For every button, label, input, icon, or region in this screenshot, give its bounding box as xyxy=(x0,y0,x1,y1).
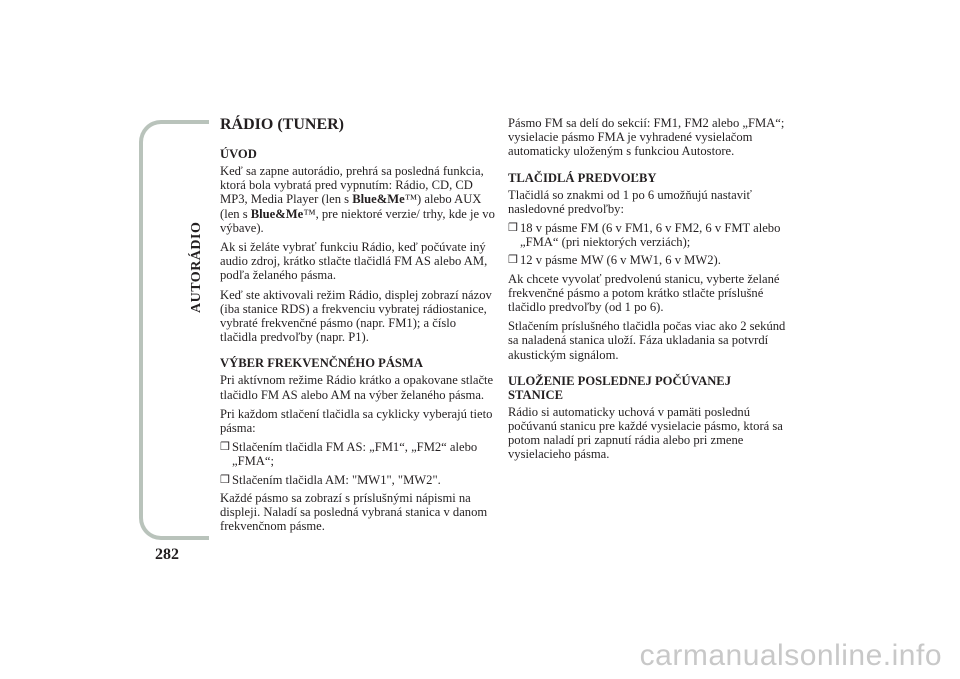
section-side-label: AUTORÁDIO xyxy=(189,221,204,313)
presets-paragraph-2: Ak chcete vyvolať predvolenú stanicu, vyberte želané frekvenčné pásmo a potom krátko stlačte príslušné tlačidlo predvoľby (od 1 po 6). xyxy=(508,271,780,315)
band-paragraph-3: Každé pásmo sa zobrazí s príslušnými nápismi na displeji. Naladí sa posledná vybraná stanica v danom frekvenčnom pásme. xyxy=(220,490,488,534)
page-title: RÁDIO (TUNER) xyxy=(220,116,344,133)
band-bullet-fm: ❒ Stlačením tlačidla FM AS: „FM1“, „FM2“ alebo „FMA“; xyxy=(220,440,478,469)
band-paragraph-1: Pri aktívnom režime Rádio krátko a opakovane stlačte tlačidlo FM AS alebo AM na výber želaného pásma. xyxy=(220,373,494,402)
checkbox-bullet-icon: ❒ xyxy=(220,441,230,454)
band-bullet-am: ❒ Stlačením tlačidla AM: "MW1", "MW2". xyxy=(220,472,441,487)
presets-paragraph-1: Tlačidlá so znakmi od 1 po 6 umožňujú nastaviť nasledovné predvoľby: xyxy=(508,187,752,216)
intro-paragraph-1: Keď sa zapne autorádio, prehrá sa posledná funkcia, ktorá bola vybratá pred vypnutím: Rádio, CD, CD MP3, Media Player (len s Blue&Me™) alebo AUX (len s Blue&Me™, pre niektoré verzie/ trhy, kde je vo výbave). xyxy=(220,164,495,235)
presets-paragraph-3: Stlačením príslušného tlačidla počas viac ako 2 sekúnd sa naladená stanica uloží. Fáza ukladania sa potvrdí akustickým signálom. xyxy=(508,319,786,362)
intro-paragraph-3: Keď ste aktivovali režim Rádio, displej zobrazí názov (iba stanice RDS) a frekvenciu vybratej rádiostanice, vybraté frekvenčné pásmo (napr. FM1); a číslo tlačidla predvoľby (napr. P1). xyxy=(220,287,492,345)
fm-sections-paragraph: Pásmo FM sa delí do sekcií: FM1, FM2 alebo „FMA“; vysielacie pásmo FMA je vyhradené vysielačom automaticky uloženým s funkciou Autostore. xyxy=(508,116,785,159)
checkbox-bullet-icon: ❒ xyxy=(220,473,230,486)
watermark: carmanualsonline.info xyxy=(639,639,942,672)
heading-band-selection: VÝBER FREKVENČNÉHO PÁSMA xyxy=(220,356,423,371)
checkbox-bullet-icon: ❒ xyxy=(508,222,518,235)
heading-presets: TLAČIDLÁ PREDVOĽBY xyxy=(508,170,657,185)
side-tab-frame xyxy=(139,120,209,540)
presets-bullet-mw: ❒ 12 v pásme MW (6 v MW1, 6 v MW2). xyxy=(508,253,721,268)
heading-intro: ÚVOD xyxy=(220,147,257,161)
band-paragraph-2: Pri každom stlačení tlačidla sa cyklicky vyberajú tieto pásma: xyxy=(220,406,493,436)
heading-last-station: ULOŽENIE POSLEDNEJ POČÚVANEJ STANICE xyxy=(508,373,731,402)
page-number: 282 xyxy=(155,546,179,563)
last-station-paragraph: Rádio si automaticky uchová v pamäti poslednú počúvanú stanicu pre každé vysielacie pásmo, ktorá sa potom naladí pri zapnutí rádia alebo pri zmene vysielacieho pásma. xyxy=(508,404,783,462)
presets-bullet-fm: ❒ 18 v pásme FM (6 v FM1, 6 v FM2, 6 v FMT alebo „FMA“ (pri niektorých verziách); xyxy=(508,221,781,250)
intro-paragraph-2: Ak si želáte vybrať funkciu Rádio, keď počúvate iný audio zdroj, krátko stlačte tlačidlá FM AS alebo AM, podľa želaného pásma. xyxy=(220,240,488,283)
right-column xyxy=(508,116,786,467)
left-column xyxy=(220,116,495,538)
checkbox-bullet-icon: ❒ xyxy=(508,254,518,267)
